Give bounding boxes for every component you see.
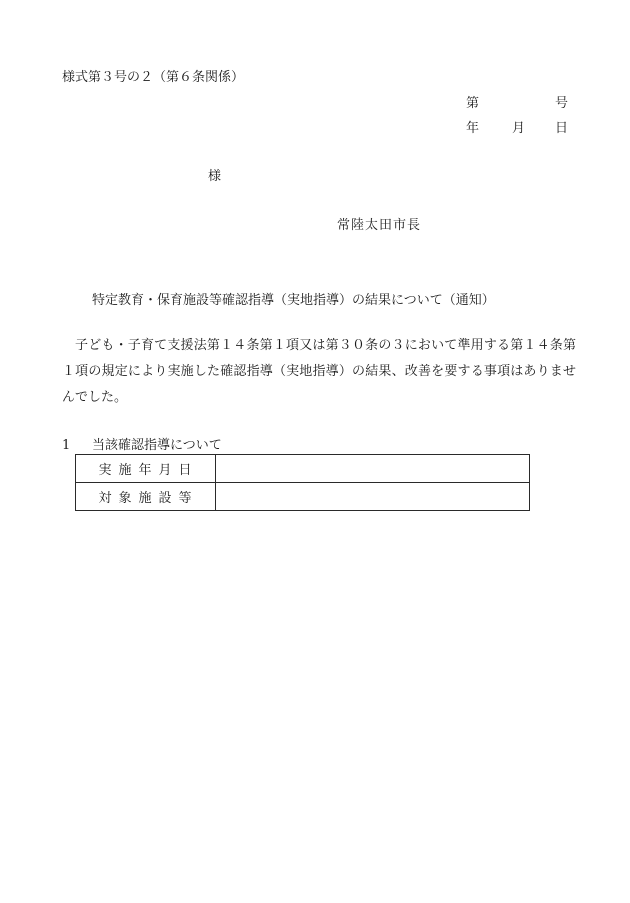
section-heading-text: 当該確認指導について [92, 438, 222, 453]
table-value-facility [216, 483, 530, 511]
addressee-suffix: 様 [208, 169, 222, 184]
table-label-facility: 対象施設等 [76, 483, 216, 511]
sender-name: 常陸太田市長 [337, 218, 422, 233]
document-title: 特定教育・保育施設等確認指導（実地指導）の結果について（通知） [92, 293, 495, 308]
body-paragraph: 子ども・子育て支援法第１４条第１項又は第３０条の３において準用する第１４条第１項の規定により実施した確認指導（実地指導）の結果、改善を要する事項はありませんでした。 [62, 338, 576, 405]
table-label-date: 実施年月日 [76, 455, 216, 483]
date-day: 日 [554, 121, 568, 136]
inspection-info-table [75, 454, 530, 511]
table-row-date [76, 455, 530, 483]
form-label: 様式第３号の２（第６条関係） [62, 70, 245, 85]
section-heading [62, 434, 222, 453]
date-year: 年 [466, 121, 480, 136]
table-value-date [216, 455, 530, 483]
number-suffix: 号 [554, 96, 568, 111]
table-row-facility [76, 483, 530, 511]
number-prefix: 第 [466, 96, 480, 111]
section-number: 1 [62, 438, 71, 453]
date-month: 月 [512, 121, 526, 136]
